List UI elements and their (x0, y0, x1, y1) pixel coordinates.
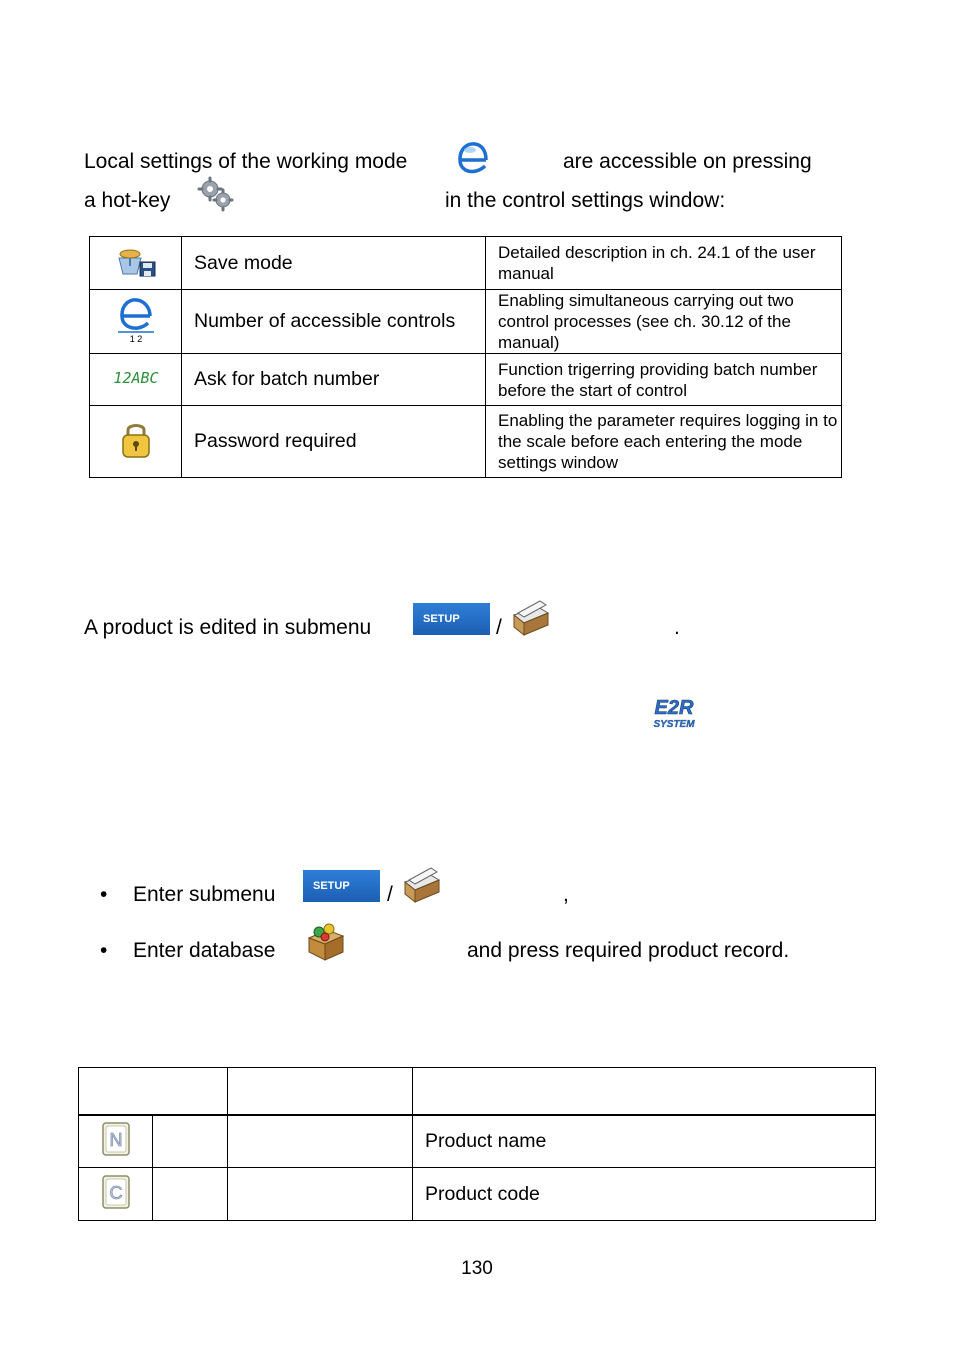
table-row (90, 237, 842, 290)
setting-desc: Enabling simultaneous carrying out two control processes (see ch. 30.12 of the manual) (486, 290, 842, 354)
products-database-icon[interactable] (305, 922, 347, 967)
table-row (90, 406, 842, 478)
batch-number-icon (90, 354, 182, 406)
table-row (90, 290, 842, 354)
setting-desc: Enabling the parameter requires logging in to the scale before each entering the mode settings window (486, 406, 842, 478)
batch-number-icon-label: 12ABC (112, 369, 159, 387)
e-mode-icon (452, 138, 492, 183)
intro-line1-a: Local settings of the working mode (84, 150, 408, 173)
step-text: Enter database (133, 939, 276, 962)
header-cell (413, 1068, 876, 1115)
setting-desc: Function trigerring providing batch number before the start of control (486, 354, 842, 406)
setup-button-label: SETUP (413, 603, 490, 635)
table-row (79, 1115, 876, 1168)
database-box-icon[interactable] (510, 597, 552, 642)
step-tail: and press required product record. (467, 939, 790, 962)
path-separator: / (387, 883, 393, 906)
database-box-icon[interactable] (401, 864, 443, 909)
setting-desc: Detailed description in ch. 24.1 of the user manual (486, 237, 842, 290)
setting-name: Number of accessible controls (182, 290, 486, 354)
header-cell (79, 1068, 228, 1115)
intro-line2-a: a hot-key (84, 189, 171, 212)
empty-cell (153, 1168, 228, 1221)
empty-cell (228, 1168, 413, 1221)
gears-icon (197, 176, 235, 217)
letter-c-icon (79, 1168, 153, 1221)
setup-button[interactable] (413, 603, 490, 635)
bullet: • (100, 883, 108, 906)
empty-cell (228, 1115, 413, 1168)
product-edit-text: A product is edited in submenu (84, 616, 372, 639)
e2r-system-logo (650, 692, 698, 737)
product-field-desc: Product code (413, 1168, 876, 1221)
svg-text:SYSTEM: SYSTEM (653, 719, 695, 730)
period: . (674, 616, 680, 639)
step-tail: , (563, 883, 569, 906)
settings-table (89, 236, 842, 478)
e-controls-icon (90, 290, 182, 354)
table-row (79, 1168, 876, 1221)
setting-name: Password required (182, 406, 486, 478)
path-separator: / (496, 616, 502, 639)
product-field-desc: Product name (413, 1115, 876, 1168)
empty-cell (153, 1115, 228, 1168)
bullet: • (100, 939, 108, 962)
setting-name: Ask for batch number (182, 354, 486, 406)
letter-c-label: C (109, 1182, 122, 1203)
intro-line2-b: in the control settings window: (445, 189, 726, 212)
scale-save-icon (90, 237, 182, 290)
svg-text:E2R: E2R (654, 697, 694, 719)
padlock-icon (90, 406, 182, 478)
table-header-row (79, 1068, 876, 1115)
e-controls-icon-label: 1 2 (129, 334, 142, 344)
letter-n-icon (79, 1115, 153, 1168)
letter-n-label: N (109, 1129, 122, 1150)
header-cell (228, 1068, 413, 1115)
setting-name: Save mode (182, 237, 486, 290)
page-number: 130 (461, 1258, 493, 1279)
step-text: Enter submenu (133, 883, 276, 906)
setup-button-label: SETUP (303, 870, 380, 902)
setup-button[interactable] (303, 870, 380, 902)
intro-line1-b: are accessible on pressing (563, 150, 812, 173)
table-row (90, 354, 842, 406)
product-table (78, 1067, 876, 1221)
